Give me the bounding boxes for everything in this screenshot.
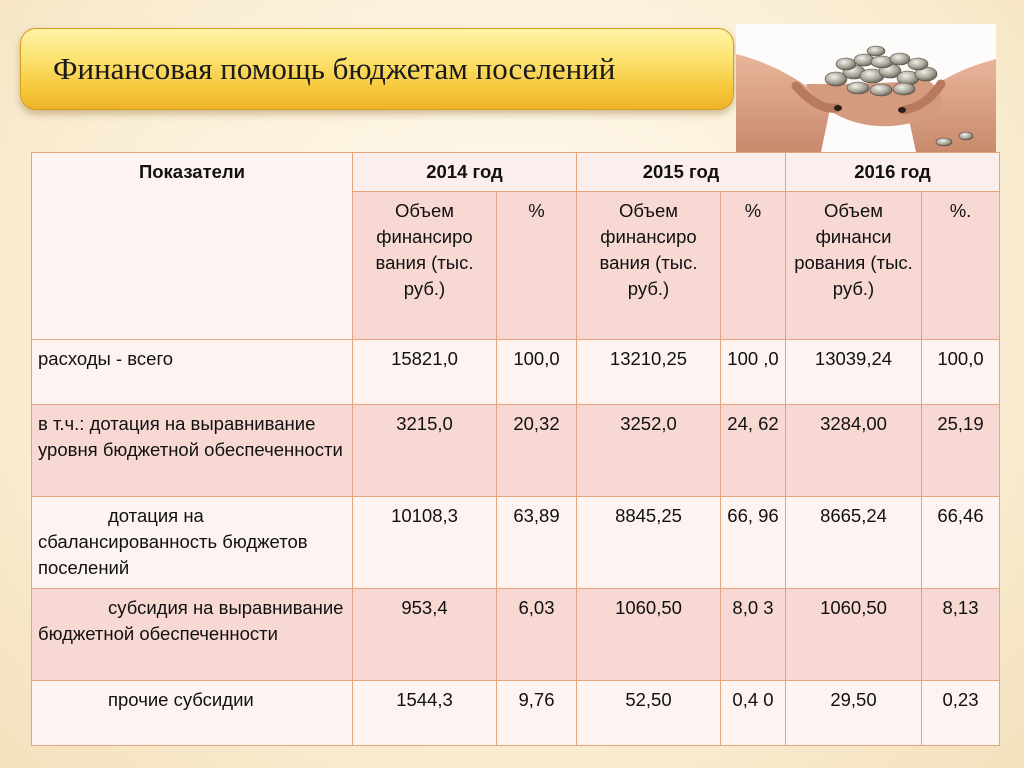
cell-value: 13039,24 (786, 340, 922, 405)
budget-table (31, 152, 1000, 746)
cell-value: 100,0 (922, 340, 1000, 405)
cell-value: 20,32 (497, 405, 577, 497)
table-row (32, 589, 1000, 681)
cell-value: 8665,24 (786, 497, 922, 589)
cell-value: 3215,0 (353, 405, 497, 497)
cell-value: 953,4 (353, 589, 497, 681)
cell-value: 100,0 (497, 340, 577, 405)
cell-value: 10108,3 (353, 497, 497, 589)
cell-value: 66,46 (922, 497, 1000, 589)
cell-value: 1060,50 (577, 589, 721, 681)
row-label: субсидия на выравнивание бюджетной обеспеченности (32, 589, 353, 681)
cell-value: 0,23 (922, 681, 1000, 746)
hands-with-coins-icon (736, 24, 996, 152)
cell-value: 63,89 (497, 497, 577, 589)
table-row (32, 340, 1000, 405)
header-indicator: Показатели (32, 153, 353, 340)
cell-value: 52,50 (577, 681, 721, 746)
cell-value: 66, 96 (721, 497, 786, 589)
cell-value: 15821,0 (353, 340, 497, 405)
cell-value: 8,13 (922, 589, 1000, 681)
cell-value: 3284,00 (786, 405, 922, 497)
header-year-2015: 2015 год (577, 153, 786, 192)
row-label: в т.ч.: дотация на выравнивание уровня бюджетной обеспеченности (32, 405, 353, 497)
header-pct-2014: % (497, 192, 577, 340)
cell-value: 8845,25 (577, 497, 721, 589)
row-label: расходы - всего (32, 340, 353, 405)
title-banner (20, 28, 734, 110)
header-volume-2016: Объем финанси рования (тыс. руб.) (786, 192, 922, 340)
header-year-2014: 2014 год (353, 153, 577, 192)
cell-value: 100 ,0 (721, 340, 786, 405)
header-volume-2015: Объем финансиро вания (тыс. руб.) (577, 192, 721, 340)
table-row (32, 497, 1000, 589)
table-row (32, 405, 1000, 497)
cell-value: 6,03 (497, 589, 577, 681)
cell-value: 29,50 (786, 681, 922, 746)
cell-value: 24, 62 (721, 405, 786, 497)
cell-value: 0,4 0 (721, 681, 786, 746)
header-year-2016: 2016 год (786, 153, 1000, 192)
row-label: дотация на сбалансированность бюджетов поселений (32, 497, 353, 589)
table-row (32, 681, 1000, 746)
cell-value: 9,76 (497, 681, 577, 746)
cell-value: 3252,0 (577, 405, 721, 497)
row-label: прочие субсидии (32, 681, 353, 746)
cell-value: 25,19 (922, 405, 1000, 497)
cell-value: 1060,50 (786, 589, 922, 681)
header-pct-2016: %. (922, 192, 1000, 340)
cell-value: 8,0 3 (721, 589, 786, 681)
page-title: Финансовая помощь бюджетам поселений (53, 51, 616, 86)
header-pct-2015: % (721, 192, 786, 340)
cell-value: 13210,25 (577, 340, 721, 405)
header-volume-2014: Объем финансиро вания (тыс. руб.) (353, 192, 497, 340)
cell-value: 1544,3 (353, 681, 497, 746)
